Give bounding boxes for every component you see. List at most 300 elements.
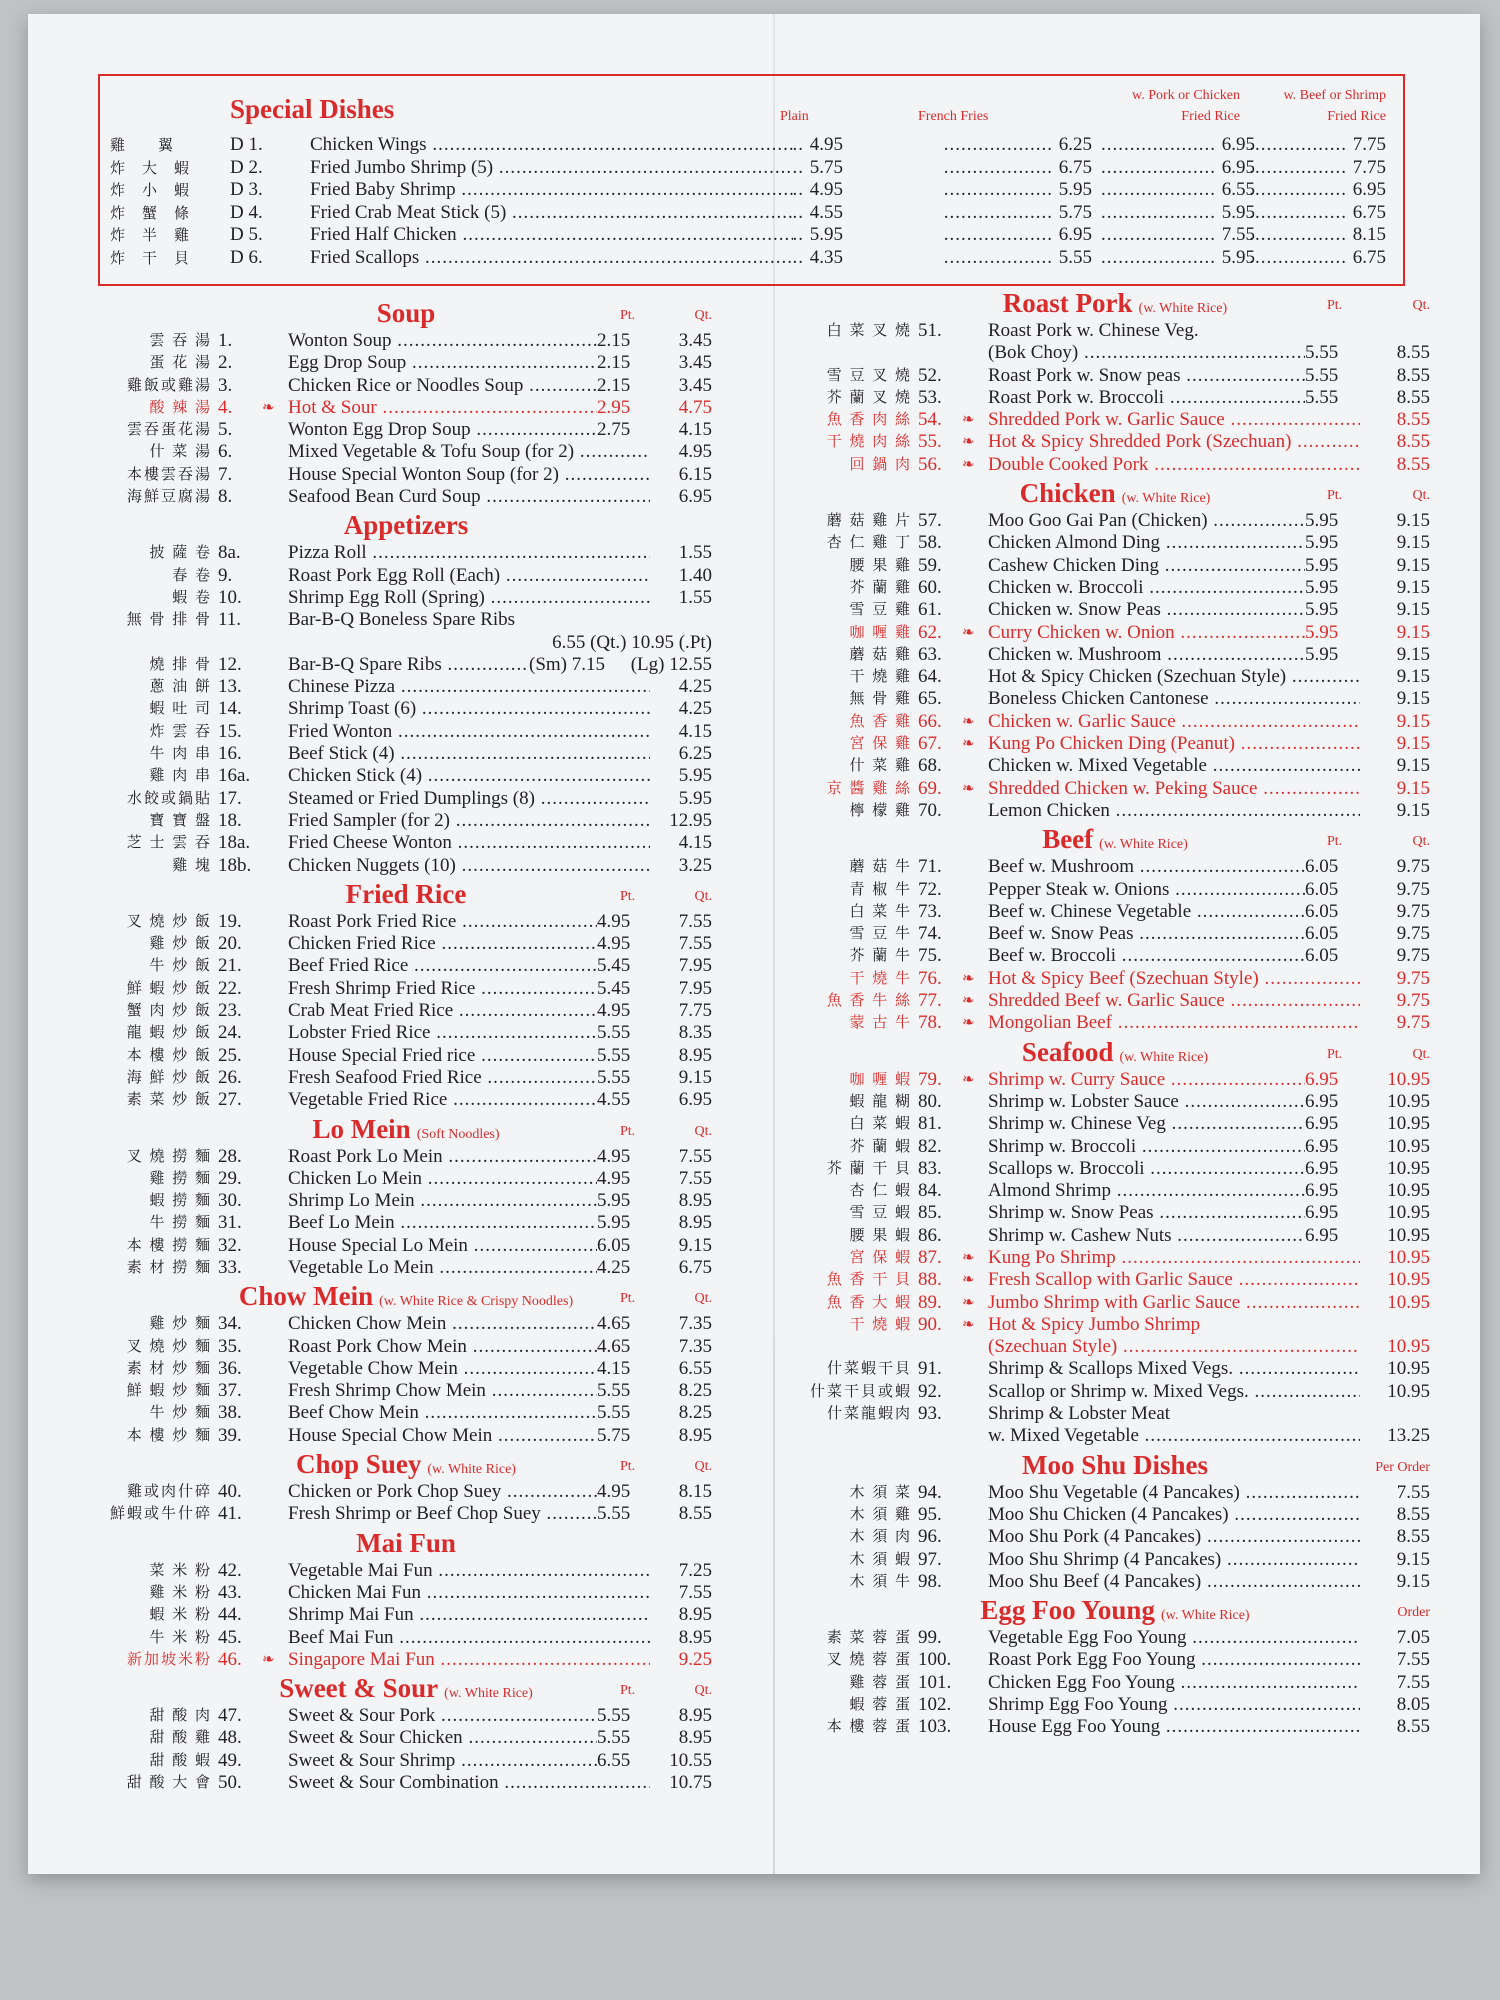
chinese-name: 雪 豆 雞	[849, 602, 912, 619]
item-name: Mixed Vegetable & Tofu Soup (for 2) .....	[288, 441, 650, 463]
quart-price: 6.55	[678, 1357, 712, 1379]
menu-item-row	[800, 711, 1430, 733]
menu-item-row	[100, 1402, 712, 1424]
chinese-name: 什 菜 雞	[849, 758, 912, 775]
item-name: House Special Lo Mein .....	[288, 1235, 597, 1257]
chinese-name: 宮 保 蝦	[849, 1249, 912, 1266]
quart-price: 9.15	[1396, 599, 1430, 621]
pint-price: 4.25	[597, 1256, 631, 1278]
item-name: Chicken Rice or Noodles Soup .....	[288, 375, 597, 397]
item-name: Beef Chow Mein .....	[288, 1402, 597, 1424]
quart-header: Order	[1397, 1605, 1430, 1621]
pint-price: 5.55	[597, 1044, 631, 1066]
quart-price: 9.15	[1396, 777, 1430, 799]
menu-item-row	[100, 788, 712, 810]
quart-price: 4.15	[678, 832, 712, 854]
pint-price: 6.95	[1305, 1180, 1339, 1202]
item-name: Chicken w. Snow Peas .....	[988, 599, 1305, 621]
item-number: 54.	[918, 409, 942, 431]
menu-item-row	[800, 1012, 1430, 1034]
item-number: 43.	[218, 1581, 242, 1603]
menu-item-row	[100, 1582, 712, 1604]
item-name: Mongolian Beef .....	[988, 1012, 1360, 1034]
item-name: Shrimp Mai Fun .....	[288, 1604, 650, 1626]
section-header	[100, 1447, 712, 1481]
menu-item-row	[800, 733, 1430, 755]
menu-item-row	[800, 1526, 1430, 1548]
quart-price: 8.55	[1396, 364, 1430, 386]
pint-header: Pt.	[620, 1683, 636, 1699]
price: 6.25 .....	[942, 134, 1092, 156]
item-number: 38.	[218, 1402, 242, 1424]
chinese-name: 叉 燒 炒 麵	[126, 1338, 212, 1355]
menu-item-row	[100, 1750, 712, 1772]
item-number: 52.	[918, 364, 942, 386]
chinese-name: 干 燒 雞	[849, 669, 912, 686]
chinese-name: 炸 半 雞	[110, 228, 191, 244]
quart-price: 10.95	[1387, 1090, 1430, 1112]
item-number: 18b.	[218, 854, 252, 876]
quart-price: 10.95	[1387, 1380, 1430, 1402]
chinese-name: 本 樓 炒 麵	[126, 1427, 212, 1444]
item-code: D 2.	[230, 156, 263, 178]
quart-price: 9.15	[1396, 755, 1430, 777]
quart-price: 10.95	[1387, 1246, 1430, 1268]
quart-price: 10.95	[1387, 1068, 1430, 1090]
menu-item-row	[100, 955, 712, 977]
quart-price: 9.15	[1396, 554, 1430, 576]
chinese-name: 芥 蘭 蝦	[849, 1138, 912, 1155]
chinese-name: 雞 肉 串	[149, 768, 212, 785]
item-name: (Szechuan Style) .....	[988, 1336, 1360, 1358]
item-name: Chicken Fried Rice .....	[288, 933, 597, 955]
pint-price: 6.95	[1305, 1068, 1339, 1090]
item-code: D 3.	[230, 179, 263, 200]
menu-item-row	[800, 1247, 1430, 1269]
section-header	[800, 476, 1430, 510]
item-number: 45.	[218, 1626, 242, 1648]
chinese-name: 叉 燒 撈 麵	[126, 1148, 212, 1165]
header-beef-1: w. Beef or Shrimp	[1283, 88, 1386, 103]
menu-item-row	[800, 1113, 1430, 1135]
chinese-name: 腰 果 蝦	[849, 1227, 912, 1244]
chinese-name: 雲吞蛋花湯	[126, 422, 212, 439]
quart-price: 9.75	[1396, 878, 1430, 900]
quart-price: 13.25	[1387, 1425, 1430, 1447]
quart-price: 9.15	[1396, 621, 1430, 643]
quart-price: 8.05	[1396, 1694, 1430, 1716]
item-name: Roast Pork Fried Rice .....	[288, 911, 597, 933]
quart-price: 10.95	[1387, 1180, 1430, 1202]
item-name: Fried Cheese Wonton .....	[288, 832, 650, 854]
item-name: Scallops w. Broccoli .....	[988, 1158, 1305, 1180]
pint-price: 4.95	[597, 1000, 631, 1022]
chinese-name: 芥 蘭 雞	[849, 579, 912, 596]
chinese-name: 白 菜 蝦	[849, 1116, 912, 1133]
quart-price: 8.15	[678, 1481, 712, 1503]
menu-item-row	[100, 1425, 712, 1447]
item-name: Vegetable Chow Mein .....	[288, 1358, 597, 1380]
menu-item-row	[800, 1571, 1430, 1593]
chinese-name: 干 燒 肉 絲	[826, 434, 912, 451]
quart-price: 1.40	[678, 564, 712, 586]
item-name: Boneless Chicken Cantonese .....	[988, 688, 1360, 710]
item-number: 67.	[918, 733, 942, 755]
quart-price: 8.95	[678, 1190, 712, 1212]
item-number: 34.	[218, 1313, 242, 1335]
item-number: 10.	[218, 586, 242, 608]
section-title-text: Seafood	[1021, 1036, 1114, 1067]
chinese-name: 雞 翼	[110, 138, 175, 154]
chinese-name: 龍 蝦 炒 飯	[126, 1025, 212, 1042]
quart-price: 9.15	[1396, 643, 1430, 665]
pint-price: 4.95	[597, 1481, 631, 1503]
chinese-name: 菜 米 粉	[149, 1562, 212, 1579]
chinese-name: 干 燒 蝦	[849, 1316, 912, 1333]
item-name: Kung Po Chicken Ding (Peanut) .....	[988, 733, 1360, 755]
item-name: (Bok Choy) .....	[988, 342, 1305, 364]
price: 4.35 .....	[793, 247, 843, 269]
quart-price: 9.15	[1396, 799, 1430, 821]
menu-item-row	[800, 409, 1430, 431]
chinese-name: 京 醬 雞 絲	[826, 780, 912, 797]
chinese-name: 木 須 雞	[849, 1506, 912, 1523]
right-column	[800, 286, 1430, 1739]
item-name: House Special Chow Mein .....	[288, 1425, 597, 1447]
item-number: 12.	[218, 653, 242, 675]
section-subtitle: (w. White Rice)	[1160, 1608, 1250, 1624]
menu-item-row	[800, 1694, 1430, 1716]
item-number: 31.	[218, 1212, 242, 1234]
item-number: 27.	[218, 1089, 242, 1111]
chinese-name: 牛 肉 串	[149, 746, 212, 763]
menu-item-row	[800, 755, 1430, 777]
header-pork-2: Fried Rice	[1181, 109, 1240, 124]
pint-price: 5.55	[1305, 342, 1339, 364]
item-name: Beef w. Mushroom .....	[988, 856, 1305, 878]
quart-price: 9.15	[1396, 688, 1430, 710]
quart-price: 4.95	[678, 441, 712, 463]
quart-price: 10.95	[1387, 1157, 1430, 1179]
chinese-name: 雞 炒 飯	[149, 936, 212, 953]
item-name: Roast Pork w. Snow peas .....	[988, 365, 1305, 387]
item-number: 50.	[218, 1772, 242, 1794]
pepper-icon: ❧	[962, 456, 975, 473]
pint-price: 5.55	[597, 1380, 631, 1402]
quart-price: 7.55	[1396, 1671, 1430, 1693]
price: 6.95 .....	[1248, 179, 1386, 201]
item-name: Moo Shu Shrimp (4 Pancakes) .....	[988, 1549, 1360, 1571]
quart-price: 10.95	[1387, 1202, 1430, 1224]
item-name: Cashew Chicken Ding .....	[988, 555, 1305, 577]
chinese-name: 雞 蓉 蛋	[849, 1674, 912, 1691]
quart-price: 7.55	[678, 1145, 712, 1167]
chinese-name: 什菜龍蝦肉	[826, 1406, 912, 1423]
item-number: 70.	[918, 799, 942, 821]
section-title-text: Soup	[376, 298, 436, 328]
item-name: Fresh Shrimp or Beef Chop Suey .....	[288, 1503, 597, 1525]
pint-price: 2.15	[597, 374, 631, 396]
header-pork-1: w. Pork or Chicken	[1132, 88, 1240, 103]
quart-price: 6.75	[678, 1256, 712, 1278]
item-name: Vegetable Egg Foo Young .....	[988, 1627, 1360, 1649]
section-title	[800, 1595, 1430, 1626]
pepper-icon: ❧	[962, 434, 975, 451]
price: 6.55 .....	[1100, 179, 1255, 201]
item-name: Singapore Mai Fun .....	[288, 1649, 650, 1671]
item-number: 73.	[918, 900, 942, 922]
chinese-name: 什菜蝦干貝	[826, 1361, 912, 1378]
item-number: 93.	[918, 1403, 942, 1425]
item-number: 7.	[218, 463, 233, 485]
pint-price: 6.05	[597, 1234, 631, 1256]
item-name: Jumbo Shrimp with Garlic Sauce .....	[988, 1292, 1360, 1314]
item-number: 18.	[218, 809, 242, 831]
item-name: Chicken Lo Mein .....	[288, 1168, 597, 1190]
chinese-name: 芥 蘭 干 貝	[826, 1160, 912, 1177]
pepper-icon: ❧	[962, 1071, 975, 1088]
section-title-text: Beef	[1042, 824, 1094, 855]
item-name: Beef Fried Rice .....	[288, 955, 597, 977]
special-row	[100, 202, 1403, 225]
chinese-name: 甜 酸 大 會	[126, 1775, 212, 1792]
item-name: Crab Meat Fried Rice .....	[288, 1000, 597, 1022]
item-name: Fried Half Chicken .....	[310, 224, 793, 246]
section-header	[800, 286, 1430, 320]
quart-header: Qt.	[694, 1291, 712, 1307]
menu-item-row	[100, 565, 712, 587]
item-name: Wonton Egg Drop Soup .....	[288, 419, 597, 441]
pint-header: Pt.	[620, 1291, 636, 1307]
quart-price: 8.35	[678, 1022, 712, 1044]
quart-price: 8.25	[678, 1380, 712, 1402]
pint-price: 4.15	[597, 1357, 631, 1379]
quart-price: 8.95	[678, 1705, 712, 1727]
item-name: Shrimp Egg Roll (Spring) .....	[288, 587, 650, 609]
menu-item-row	[800, 1381, 1430, 1403]
quart-price: 7.25	[678, 1559, 712, 1581]
quart-price: 10.55	[669, 1749, 712, 1771]
quart-price: 8.55	[678, 1503, 712, 1525]
item-name: Scallop or Shrimp w. Mixed Vegs. .....	[988, 1381, 1360, 1403]
menu-item-row	[800, 1314, 1430, 1336]
chinese-name: 咖 喱 蝦	[849, 1071, 912, 1088]
section-title-text: Chicken	[1019, 478, 1116, 509]
menu-item-row	[800, 1649, 1430, 1671]
quart-price: 10.95	[1387, 1224, 1430, 1246]
price: 7.75 .....	[1248, 134, 1386, 156]
pint-price: 6.05	[1305, 878, 1339, 900]
menu-item-row	[100, 587, 712, 609]
item-number: 22.	[218, 977, 242, 999]
chinese-name: 新加坡米粉	[126, 1651, 212, 1668]
item-name: House Special Wonton Soup (for 2) .....	[288, 464, 650, 486]
pint-price: 5.95	[1305, 510, 1339, 532]
chinese-name: 雞 撈 麵	[149, 1170, 212, 1187]
item-name: Chicken Almond Ding .....	[988, 532, 1305, 554]
menu-item-row	[800, 1358, 1430, 1380]
pint-price: 5.95	[597, 1212, 631, 1234]
menu-item-row	[100, 1358, 712, 1380]
item-name: Shredded Beef w. Garlic Sauce .....	[988, 990, 1360, 1012]
pint-price: 5.95	[597, 1190, 631, 1212]
section-header	[100, 1279, 712, 1313]
item-name: Shredded Chicken w. Peking Sauce .....	[988, 778, 1360, 800]
section-title-text: Mai Fun	[356, 1527, 456, 1558]
section-title-text: Egg Foo Young	[980, 1595, 1155, 1626]
left-column	[100, 296, 712, 1794]
menu-item-row	[100, 542, 712, 564]
quart-price: 7.95	[678, 955, 712, 977]
chinese-name: 水餃或鍋貼	[126, 790, 212, 807]
pint-price: 5.75	[597, 1424, 631, 1446]
pepper-icon: ❧	[962, 970, 975, 987]
pint-header: Pt.	[1327, 298, 1343, 313]
chinese-name: 炸 蟹 條	[110, 205, 191, 222]
menu-item-row	[100, 1503, 712, 1525]
quart-price: 9.15	[1396, 1548, 1430, 1570]
chinese-name: 魚 香 干 貝	[826, 1272, 912, 1289]
quart-price: 4.75	[678, 396, 712, 418]
quart-price: 1.55	[678, 542, 712, 564]
item-code: D 4.	[230, 201, 263, 223]
menu-item-row	[800, 923, 1430, 945]
section-header	[100, 1526, 712, 1560]
chinese-name: 鮮蝦或牛什碎	[109, 1506, 212, 1523]
chinese-name: 無 骨 排 骨	[126, 612, 212, 629]
section-header	[100, 508, 712, 542]
price: 5.55 .....	[942, 247, 1092, 269]
item-number: 3.	[218, 374, 233, 396]
quart-price: 4.25	[678, 698, 712, 720]
chinese-name: 酸 辣 湯	[149, 399, 212, 416]
chinese-name: 甜 酸 蝦	[149, 1752, 212, 1769]
chinese-name: 炸 雲 吞	[149, 723, 212, 740]
item-name: Chicken or Pork Chop Suey .....	[288, 1481, 597, 1503]
item-number: 15.	[218, 720, 242, 742]
quart-price: 3.45	[678, 330, 712, 351]
menu-item-row	[800, 1716, 1430, 1738]
menu-item-row	[800, 688, 1430, 710]
item-number: 88.	[918, 1269, 942, 1291]
chinese-name: 蘑 菇 雞 片	[826, 513, 912, 530]
menu-item-row	[800, 599, 1430, 621]
menu-item-row	[800, 365, 1430, 387]
quart-price: 4.15	[678, 419, 712, 441]
pint-header: Pt.	[1327, 488, 1343, 504]
menu-item-row	[100, 676, 712, 698]
section-title-text: Chop Suey	[296, 1449, 422, 1480]
item-number: 21.	[218, 955, 242, 977]
pint-price: 5.55	[1305, 386, 1339, 408]
menu-item-row	[100, 765, 712, 787]
menu-item-row	[100, 1212, 712, 1234]
chinese-name: 海鮮豆腐湯	[126, 489, 212, 506]
item-number: 62.	[918, 621, 942, 643]
item-name: Double Cooked Pork .....	[988, 454, 1360, 476]
pint-header: Pt.	[1327, 834, 1343, 850]
section-header	[100, 877, 712, 911]
item-name: Roast Pork Chow Mein .....	[288, 1336, 597, 1358]
item-name: Lobster Fried Rice .....	[288, 1022, 597, 1044]
item-number: 56.	[918, 453, 942, 475]
section-header	[800, 1593, 1430, 1627]
menu-item-row	[800, 454, 1430, 476]
chinese-name: 魚 香 牛 絲	[826, 993, 912, 1010]
menu-item-row	[100, 1067, 712, 1089]
item-number: 64.	[918, 666, 942, 688]
menu-item-row	[100, 698, 712, 720]
menu-item-row	[800, 945, 1430, 967]
item-name: Chicken w. Garlic Sauce .....	[988, 711, 1360, 733]
item-name: Moo Goo Gai Pan (Chicken) .....	[988, 510, 1305, 532]
quart-price: 7.95	[678, 977, 712, 999]
item-number: 26.	[218, 1066, 242, 1088]
item-number: 24.	[218, 1022, 242, 1044]
chinese-name: 鮮 蝦 炒 麵	[126, 1383, 212, 1400]
item-name: Chicken w. Broccoli .....	[988, 577, 1305, 599]
item-name: Moo Shu Pork (4 Pancakes) .....	[988, 1526, 1360, 1548]
menu-item-row	[800, 1292, 1430, 1314]
item-number: 20.	[218, 933, 242, 955]
item-name: Pizza Roll .....	[288, 542, 650, 564]
section-subtitle: (Soft Noodles)	[416, 1126, 500, 1142]
item-name: Hot & Spicy Chicken (Szechuan Style) .....	[988, 666, 1360, 688]
pint-price: 5.55	[597, 1022, 631, 1044]
pepper-icon: ❧	[962, 736, 975, 753]
item-number: 55.	[918, 431, 942, 453]
item-number: 46.	[218, 1648, 242, 1670]
item-number: 36.	[218, 1357, 242, 1379]
menu-item-row	[800, 666, 1430, 688]
pepper-icon: ❧	[962, 1015, 975, 1032]
chinese-name: 寶 寶 盤	[149, 812, 212, 829]
pint-price: 5.55	[597, 1402, 631, 1424]
quart-price: 6.95	[678, 1089, 712, 1111]
item-number: 98.	[918, 1570, 942, 1592]
quart-price: 8.95	[678, 1727, 712, 1749]
pint-price: 2.75	[597, 419, 631, 441]
pint-price: 6.95	[1305, 1157, 1339, 1179]
section-header	[100, 1112, 712, 1146]
menu-item-row	[800, 990, 1430, 1012]
item-number: 96.	[918, 1526, 942, 1548]
menu-item-row	[100, 911, 712, 933]
pepper-icon: ❧	[962, 993, 975, 1010]
item-number: 81.	[918, 1113, 942, 1135]
quart-price: 9.75	[1396, 1012, 1430, 1034]
quart-price: 7.35	[678, 1335, 712, 1357]
item-name: Shrimp w. Curry Sauce .....	[988, 1069, 1305, 1091]
chinese-name: 蔥 油 餅	[149, 679, 212, 696]
chinese-name: 檸 檬 雞	[849, 802, 912, 819]
pint-price: 2.95	[597, 396, 631, 418]
item-code: D 1.	[230, 134, 263, 155]
item-number: 6.	[218, 441, 233, 463]
quart-header: Qt.	[694, 888, 712, 904]
chinese-name: 甜 酸 肉	[149, 1708, 212, 1725]
menu-item-row	[100, 1560, 712, 1582]
quart-price: 6.25	[678, 743, 712, 765]
item-name: Pepper Steak w. Onions .....	[988, 879, 1305, 901]
chinese-name: 本 樓 炒 飯	[126, 1047, 212, 1064]
chinese-name: 炸 大 蝦	[110, 160, 191, 177]
section-subtitle: (w. White Rice)	[1119, 1049, 1209, 1065]
item-name: Kung Po Shrimp .....	[988, 1247, 1360, 1269]
item-name: Roast Pork w. Broccoli .....	[988, 387, 1305, 409]
item-code: D 5.	[230, 224, 263, 245]
item-name: Hot & Spicy Shredded Pork (Szechuan) .....	[988, 431, 1360, 453]
